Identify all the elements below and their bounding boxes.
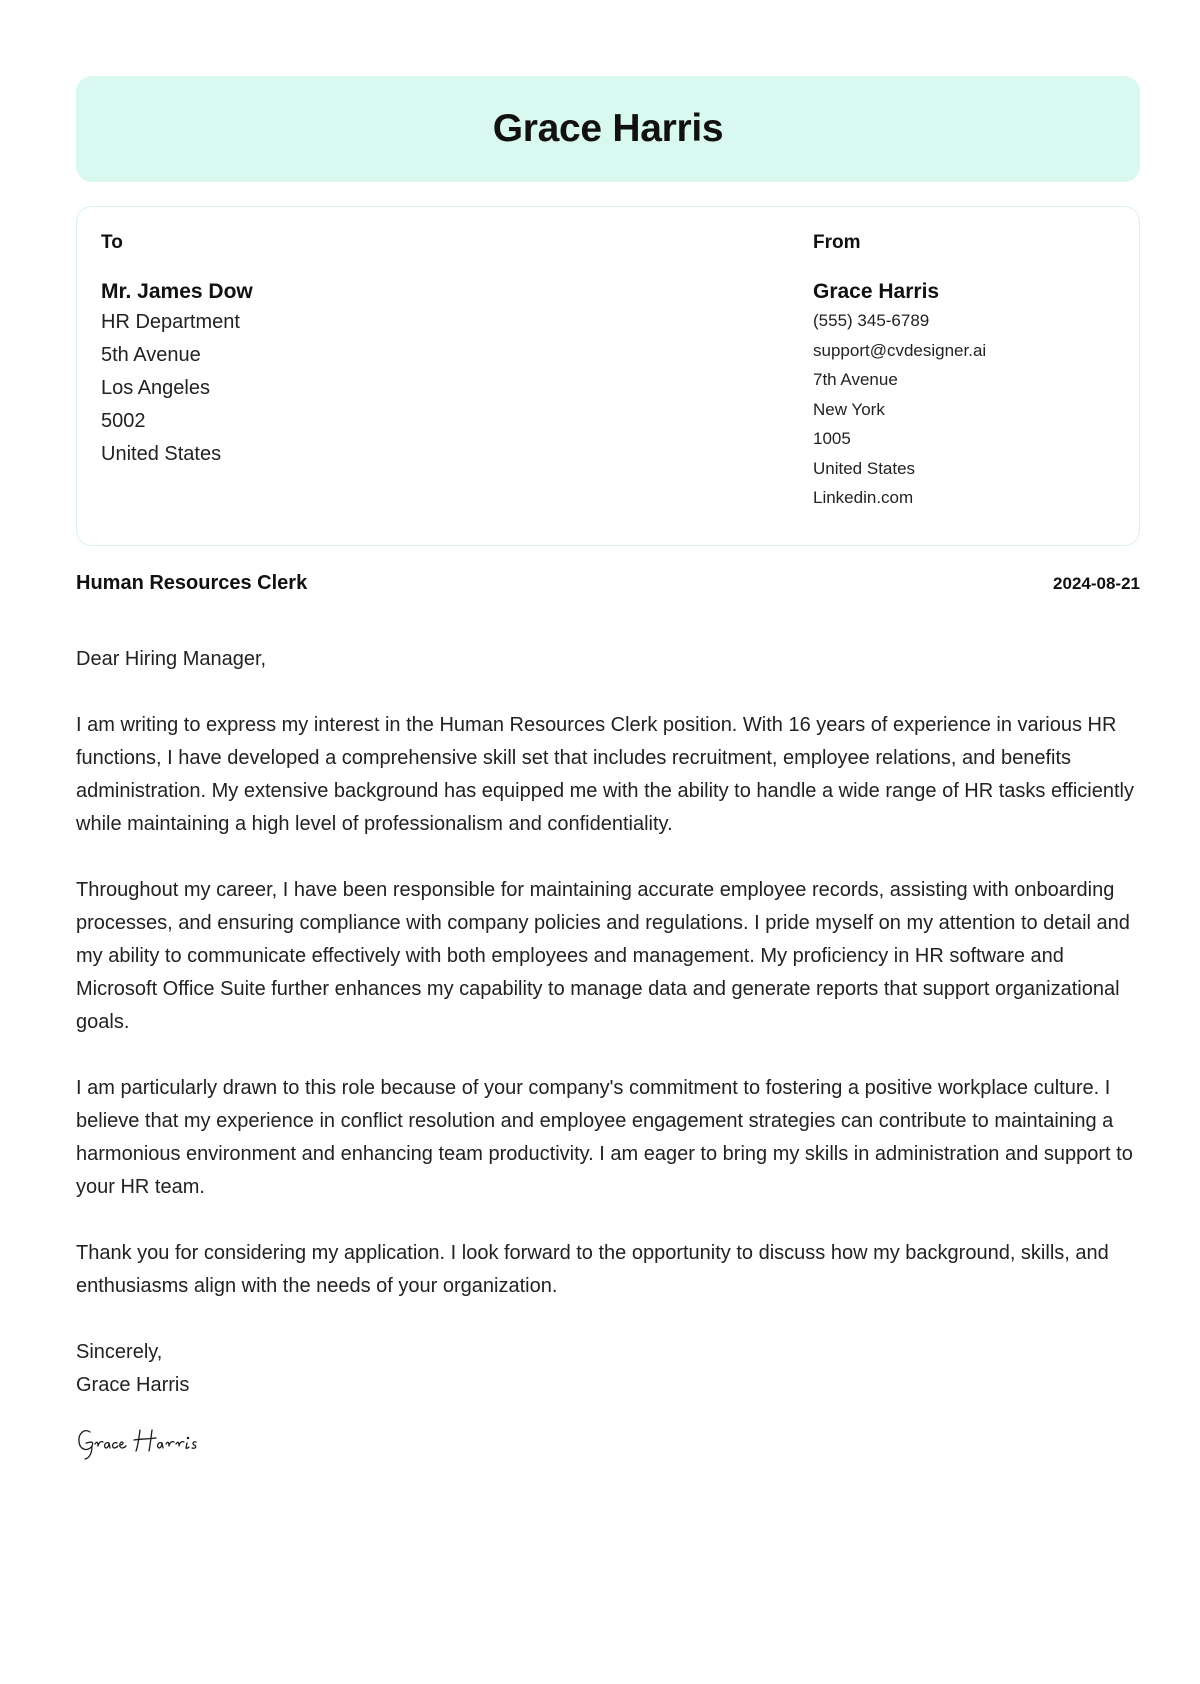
paragraph-experience: Throughout my career, I have been responsible for maintaining accurate employee records, assisting with onboarding processes, and ensuring compliance with company policies and regulations. I pride myself on my attention to detail and my ability to communicate effectively with both employees and management. My proficiency in HR software and Microsoft Office Suite further enhances my capability to manage data and generate reports that support organizational goals. bbox=[76, 879, 1130, 1033]
sender-name: Grace Harris bbox=[813, 280, 940, 303]
recipient-postal-code: 5002 bbox=[101, 410, 146, 432]
signoff-name: Grace Harris bbox=[76, 1374, 190, 1396]
letter-date: 2024-08-21 bbox=[1053, 574, 1140, 593]
job-title: Human Resources Clerk bbox=[76, 572, 308, 594]
salutation: Dear Hiring Manager, bbox=[76, 648, 267, 670]
sender-postal-code: 1005 bbox=[813, 429, 851, 448]
sender-linkedin: Linkedin.com bbox=[813, 488, 914, 507]
paragraph-intro: I am writing to express my interest in the Human Resources Clerk position. With 16 years of experience in various HR functions, I have developed a comprehensive skill set that includes recruitment, employee relations, and benefits administration. My extensive background has equipped me with the ability to handle a wide range of HR tasks efficiently while maintaining a high level of professionalism and confidentiality. bbox=[76, 714, 1134, 835]
sender-email: support@cvdesigner.ai bbox=[813, 340, 987, 360]
signature bbox=[76, 1422, 236, 1462]
recipient-block bbox=[101, 231, 253, 471]
to-label: To bbox=[101, 232, 123, 253]
recipient-city: Los Angeles bbox=[101, 377, 210, 399]
recipient-street: 5th Avenue bbox=[101, 344, 201, 366]
cover-letter-page bbox=[76, 76, 1140, 1467]
letter-body bbox=[76, 643, 1140, 1303]
sender-street: 7th Avenue bbox=[813, 370, 898, 389]
address-card bbox=[76, 206, 1140, 546]
sender-city: New York bbox=[813, 399, 885, 419]
closing-block bbox=[76, 1336, 1140, 1402]
recipient-name: Mr. James Dow bbox=[101, 280, 253, 303]
job-date-row bbox=[76, 572, 1140, 595]
sender-block bbox=[813, 231, 986, 513]
recipient-country: United States bbox=[101, 443, 222, 465]
sender-country: United States bbox=[813, 458, 916, 478]
closing-phrase: Sincerely, bbox=[76, 1341, 163, 1363]
paragraph-closing: Thank you for considering my application. I look forward to the opportunity to discuss how my background, skills, and enthusiasms align with the needs of your organization. bbox=[76, 1242, 1109, 1297]
sender-phone: (555) 345-6789 bbox=[813, 311, 930, 330]
applicant-name: Grace Harris bbox=[492, 107, 724, 150]
recipient-department: HR Department bbox=[101, 311, 240, 333]
paragraph-motivation: I am particularly drawn to this role because of your company's commitment to fostering a positive workplace culture. I believe that my experience in conflict resolution and employee engagement strategies can contribute to maintaining a harmonious environment and enhancing team productivity. I am eager to bring my skills in administration and support to your HR team. bbox=[76, 1077, 1133, 1198]
name-banner bbox=[76, 76, 1140, 182]
from-label: From bbox=[813, 232, 861, 253]
